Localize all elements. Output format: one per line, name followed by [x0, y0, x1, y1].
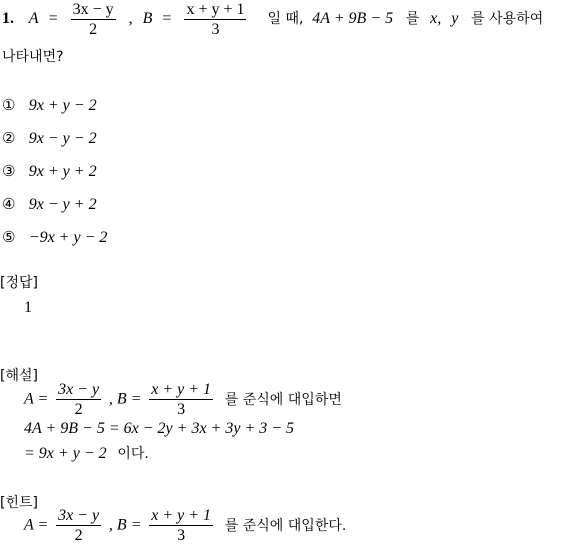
variable-a: A	[28, 10, 39, 28]
solution-label: [해설]	[0, 368, 38, 384]
hint-fraction-b: $\frac{x + y + 1}{3}$	[151, 507, 211, 544]
hint-label: [힌트]	[0, 495, 38, 511]
solution-line-3: = 9x + y − 2 이다.	[24, 445, 149, 462]
answer-value: 1	[24, 299, 32, 316]
option-expression: 9x + y − 2	[28, 97, 97, 114]
solution-fraction-b: $\frac{x + y + 1}{3}$	[151, 381, 211, 418]
fraction-a: $\frac{3x - y}{2}$	[72, 1, 114, 38]
option-marker: ④	[2, 195, 16, 213]
question-variables: x, y	[430, 10, 459, 28]
option-marker: ②	[2, 129, 16, 147]
option-marker: ⑤	[2, 228, 16, 246]
option-expression: 9x − y + 2	[28, 196, 97, 213]
question-line-2: 나타내면?	[2, 49, 64, 65]
solution-line-2: 4A + 9B − 5 = 6x − 2y + 3x + 3y + 3 − 5	[24, 420, 295, 437]
answer-label: [정답]	[0, 275, 38, 291]
question-line-1: 1. A = $\frac{3x - y}{2}$ , B = $\frac{x + y + 1}{3}$ 일 때, 4A + 9B − 5 를 x, y 를 사용하여	[2, 1, 544, 38]
answer-option-5[interactable]	[2, 228, 107, 247]
answer-option-1[interactable]	[2, 96, 97, 115]
option-expression: −9x + y − 2	[28, 229, 108, 246]
hint-line-1: A = $\frac{3x - y}{2}$ , B = $\frac{x + y + 1}{3}$ 를 준식에 대입한다.	[24, 507, 347, 544]
fraction-b: $\frac{x + y + 1}{3}$	[186, 1, 245, 38]
option-marker: ③	[2, 162, 16, 180]
answer-option-4[interactable]	[2, 195, 97, 214]
question-number: 1.	[2, 10, 14, 28]
hint-fraction-a: $\frac{3x - y}{2}$	[58, 507, 100, 544]
answer-option-3[interactable]	[2, 162, 97, 181]
question-expression: 4A + 9B − 5	[312, 10, 394, 28]
solution-fraction-a: $\frac{3x - y}{2}$	[58, 381, 100, 418]
answer-option-2[interactable]	[2, 129, 97, 148]
option-expression: 9x − y − 2	[28, 130, 97, 147]
option-marker: ①	[2, 96, 16, 114]
variable-b: B	[142, 10, 153, 28]
option-expression: 9x + y + 2	[28, 163, 97, 180]
solution-line-1: A = $\frac{3x - y}{2}$ , B = $\frac{x + y + 1}{3}$ 를 준식에 대입하면	[24, 381, 342, 418]
